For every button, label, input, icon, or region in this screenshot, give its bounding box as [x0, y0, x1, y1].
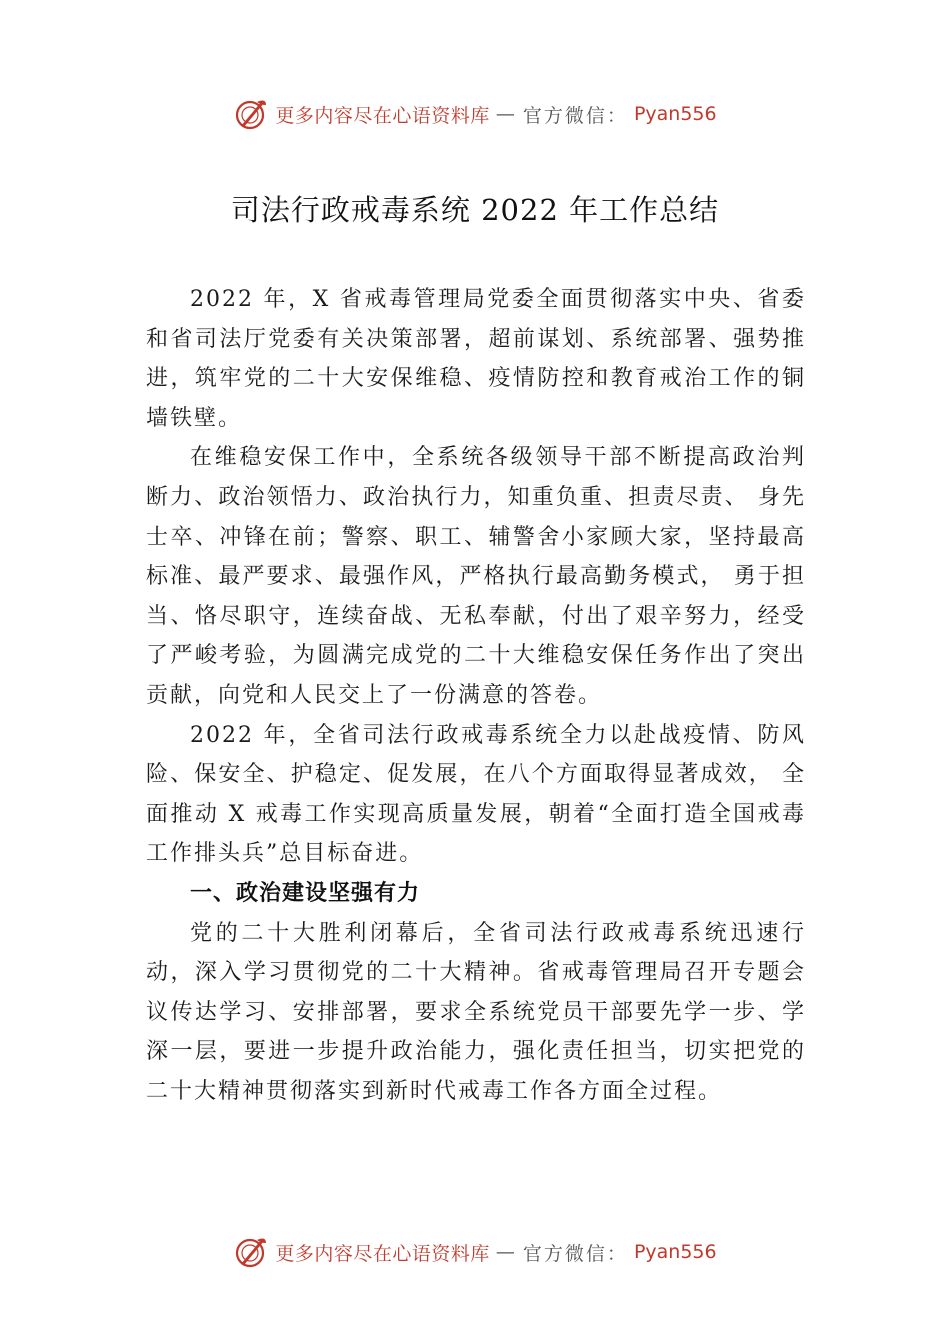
section-heading: 一、政治建设坚强有力	[190, 880, 421, 906]
banner-brand-text: 更多内容尽在心语资料库	[275, 104, 490, 127]
footer-banner	[0, 1230, 950, 1274]
banner-separator: —	[495, 1241, 517, 1263]
body-paragraph: 2022 年，X 省戒毒管理局党委全面贯彻落实中央、省委和省司法厅党委有关决策部署，超前谋划、系统部署、强势推进，筑牢党的二十大安保维稳、疫情防控和教育戒治工作的铜墙铁壁。	[146, 287, 806, 431]
banner-wechat-id: Pyan556	[633, 103, 717, 125]
document-title: 司法行政戒毒系统 2022 年工作总结	[230, 193, 720, 227]
quill-pen-logo-icon	[233, 1234, 269, 1270]
banner-wechat-id: Pyan556	[633, 1241, 717, 1263]
header-banner	[0, 92, 950, 136]
banner-brand-text: 更多内容尽在心语资料库	[275, 1242, 490, 1265]
banner-separator: —	[495, 103, 517, 125]
banner-official-label: 官方微信：	[522, 1242, 628, 1265]
banner-official-label: 官方微信：	[522, 104, 628, 127]
document-body	[146, 280, 806, 1111]
body-paragraph: 2022 年，全省司法行政戒毒系统全力以赴战疫情、防风险、保安全、护稳定、促发展，在八个方面取得显著成效， 全面推动 X 戒毒工作实现高质量发展，朝着“全面打造全国戒毒工作排头兵”总目标奋进。	[146, 722, 806, 867]
body-paragraph: 在维稳安保工作中，全系统各级领导干部不断提高政治判断力、政治领悟力、政治执行力，知重负重、担责尽责、 身先士卒、冲锋在前；警察、职工、辅警舍小家顾大家，坚持最高标准、最严要求、最强作风，严格执行最高勤务模式， 勇于担当、恪尽职守，连续奋战、无私奉献，付出了艰辛努力，经受了严峻考验，为圆满完成党的二十大维稳安保任务作出了突出贡献，向党和人民交上了一份满意的答卷。	[146, 445, 806, 708]
section-paragraph: 党的二十大胜利闭幕后，全省司法行政戒毒系统迅速行动，深入学习贯彻党的二十大精神。省戒毒管理局召开专题会议传达学习、安排部署，要求全系统党员干部要先学一步、学深一层，要进一步提升政治能力，强化责任担当，切实把党的二十大精神贯彻落实到新时代戒毒工作各方面全过程。	[146, 920, 806, 1104]
quill-pen-logo-icon	[233, 96, 269, 132]
